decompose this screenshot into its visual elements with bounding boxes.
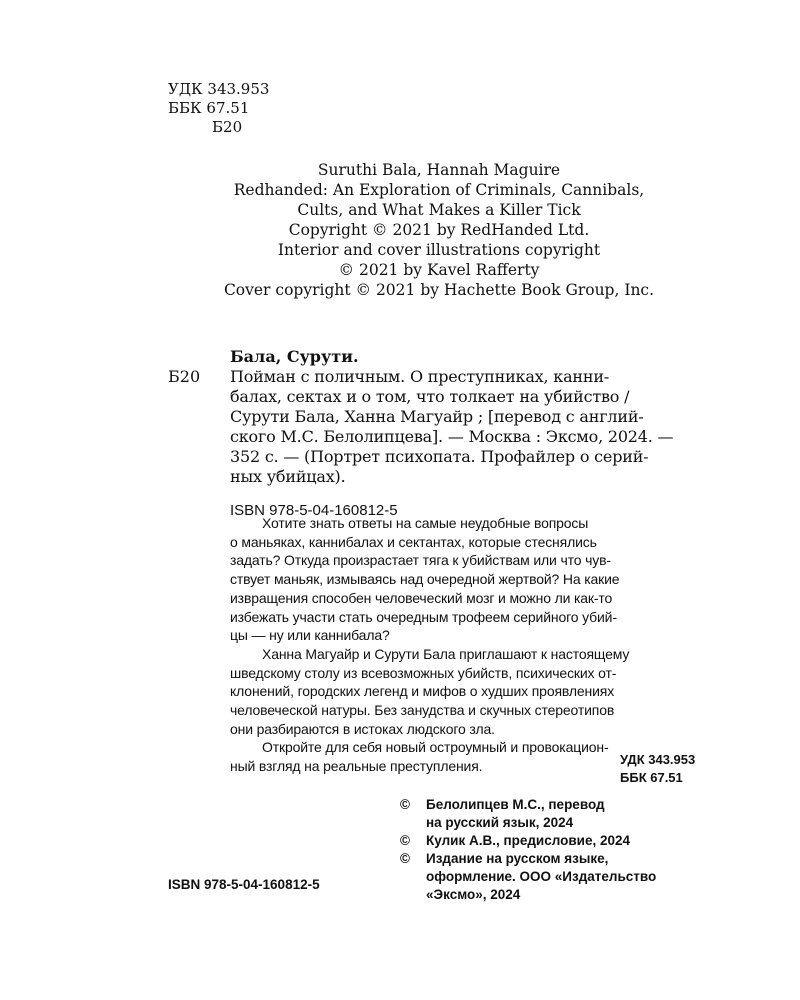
bibliographic-record xyxy=(168,347,718,521)
annotation-line: человеческой натуры. Без занудства и скучных стереотипов xyxy=(230,702,615,719)
annotation-line: ный взгляд на реальные преступления. xyxy=(230,758,483,775)
annotation xyxy=(230,514,716,776)
copyright-notice xyxy=(400,850,730,904)
annotation-line: Откройте для себя новый остроумный и провокацион- xyxy=(262,739,609,756)
description-line: ных убийцах). xyxy=(230,467,346,486)
bibliographic-description-row xyxy=(168,367,718,487)
original-line: Cults, and What Makes a Killer Tick xyxy=(297,201,581,219)
copyright-sign: © xyxy=(400,797,410,812)
bib-author-mark: Б20 xyxy=(168,367,201,386)
annotation-line: Ханна Магуайр и Сурути Бала приглашают к настоящему xyxy=(262,645,630,662)
description-line: балах, сектах и о том, что толкает на убийство / xyxy=(230,387,630,406)
description-line: 352 с. — (Портрет психопата. Профайлер о серий- xyxy=(230,447,649,466)
author-heading: Бала, Сурути. xyxy=(230,347,359,366)
copyright-sign: © xyxy=(400,851,410,866)
copyright-sign: © xyxy=(400,833,410,848)
annotation-line: избежать участи стать очередным трофеем серийного убий- xyxy=(230,608,617,625)
annotation-line: они разбираются в истоках людского зла. xyxy=(230,720,495,737)
copyright-line: на русский язык, 2024 xyxy=(426,815,574,830)
annotation-line: задать? Откуда произрастает тяга к убийствам или что чув- xyxy=(230,552,611,569)
original-line: Cover copyright © 2021 by Hachette Book Group, Inc. xyxy=(223,281,655,299)
original-line: © 2021 by Kavel Rafferty xyxy=(338,261,540,279)
classification-codes xyxy=(168,80,269,137)
isbn-record: ISBN 978-5-04-160812-5 xyxy=(230,502,398,519)
original-line: Suruthi Bala, Hannah Maguire xyxy=(317,161,561,179)
isbn-bottom: ISBN 978-5-04-160812-5 xyxy=(168,877,320,892)
original-line: Redhanded: An Exploration of Criminals, Cannibals, xyxy=(233,181,645,199)
copyright-line: Белолипцев М.С., перевод xyxy=(426,797,605,812)
annotation-line: о маньяках, каннибалах и сектантах, которые стеснялись xyxy=(230,533,597,550)
copyright-line: оформление. ООО «Издательство xyxy=(426,869,657,884)
classification-codes-bottom xyxy=(620,751,695,787)
copyright-notice xyxy=(400,832,730,850)
original-line: Interior and cover illustrations copyright xyxy=(277,241,601,259)
udk-code: УДК 343.953 xyxy=(168,80,270,98)
copyright-line: Кулик А.В., предисловие, 2024 xyxy=(426,833,631,848)
original-edition-block xyxy=(168,160,710,300)
annotation-line: Хотите знать ответы на самые неудобные вопросы xyxy=(262,515,589,531)
annotation-line: клонений, городских легенд и мифов о худших проявлениях xyxy=(230,683,615,700)
bbk-code: ББК 67.51 xyxy=(168,99,250,117)
original-line: Copyright © 2021 by RedHanded Ltd. xyxy=(288,221,590,239)
copyright-line: «Эксмо», 2024 xyxy=(426,887,521,902)
bbk-code-bottom: ББК 67.51 xyxy=(620,770,683,785)
author-mark: Б20 xyxy=(212,118,243,136)
description-line: ского М.С. Белолипцева]. — Москва : Эксмо, 2024. — xyxy=(230,427,674,446)
udk-code-bottom: УДК 343.953 xyxy=(620,752,696,767)
annotation-line: шведскому столу из всевозможных убийств, психических от- xyxy=(230,664,617,681)
copyright-notice xyxy=(400,796,730,832)
description-line: Сурути Бала, Ханна Магуайр ; [перевод с англий- xyxy=(230,407,644,426)
annotation-line: ствует маньяк, измываясь над очередной жертвой? На какие xyxy=(230,571,620,588)
annotation-line: извращения способен человеческий мозг и можно ли как-то xyxy=(230,589,613,606)
bibliographic-description xyxy=(168,367,718,487)
copyright-notices xyxy=(400,796,730,904)
copyright-line: Издание на русском языке, xyxy=(426,851,609,866)
annotation-line: цы — ну или каннибала? xyxy=(230,627,390,644)
description-line: Пойман с поличным. О преступниках, канни- xyxy=(230,367,610,386)
